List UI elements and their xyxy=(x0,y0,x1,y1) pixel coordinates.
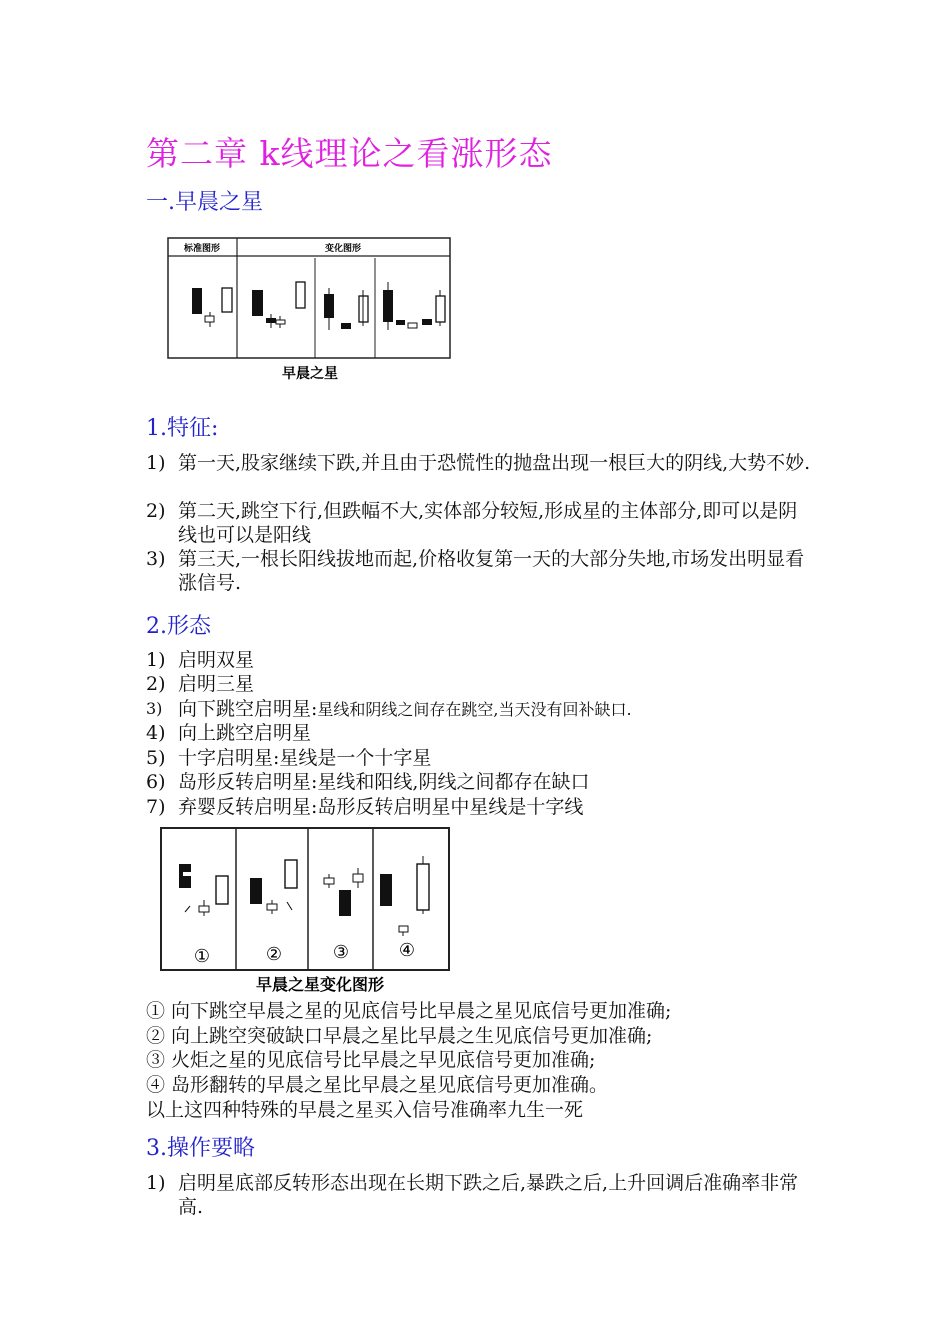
note-line: ① 向下跳空早晨之星的见底信号比早晨之星见底信号更加准确; xyxy=(146,1000,672,1022)
list-item xyxy=(146,721,816,745)
section-heading-morning-star: 一.早晨之星 xyxy=(146,190,263,215)
list-item-number: 1) xyxy=(146,452,166,474)
list-item-number: 3) xyxy=(146,548,166,570)
form-description: 岛形反转启明星中星线是十字线 xyxy=(317,796,584,818)
figure-caption-morning-star: 早晨之星 xyxy=(282,366,338,382)
list-item-text: 启明星底部反转形态出现在长期下跌之后,暴跌之后,上升回调后准确率非常高. xyxy=(178,1172,799,1218)
list-item-number: 3) xyxy=(146,699,163,718)
morning-star-figure xyxy=(160,232,460,384)
list-item-number: 2) xyxy=(146,500,166,522)
list-item-number: 6) xyxy=(146,771,166,793)
variant-label-4: ④ xyxy=(398,940,416,961)
list-item-text: 第三天,一根长阳线拔地而起,价格收复第一天的大部分失地,市场发出明显看涨信号. xyxy=(178,548,805,594)
list-item xyxy=(146,499,816,547)
figure-caption-variants: 早晨之星变化图形 xyxy=(255,975,385,994)
figure-header-variants: 变化图形 xyxy=(324,244,362,254)
list-item-number: 5) xyxy=(146,747,166,769)
list-item xyxy=(146,672,816,696)
list-item-number: 1) xyxy=(146,1172,166,1194)
features-heading: 1.特征: xyxy=(146,416,219,441)
note-line: ③ 火炬之星的见底信号比早晨之早见底信号更加准确; xyxy=(146,1049,596,1071)
list-item xyxy=(146,746,816,770)
note-line: ④ 岛形翻转的早晨之星比早晨之星见底信号更加准确。 xyxy=(146,1074,609,1096)
list-item xyxy=(146,1171,816,1219)
form-label: 向下跳空启明星: xyxy=(178,698,318,720)
form-label: 向上跳空启明星 xyxy=(178,722,312,744)
list-item xyxy=(146,795,816,819)
note-line: ② 向上跳空突破缺口早晨之星比早晨之生见底信号更加准确; xyxy=(146,1025,653,1047)
form-label: 启明双星 xyxy=(178,649,255,671)
list-item xyxy=(146,451,816,475)
morning-star-variants-figure xyxy=(158,824,456,996)
variant-label-2: ② xyxy=(265,944,283,965)
note-summary: 以上这四种特殊的早晨之星买入信号准确率九生一死 xyxy=(146,1099,584,1121)
list-item-number: 4) xyxy=(146,722,166,744)
form-label: 岛形反转启明星: xyxy=(178,771,318,793)
variant-label-3: ③ xyxy=(332,942,350,963)
list-item-text: 第二天,跳空下行,但跌幅不大,实体部分较短,形成星的主体部分,即可以是阴线也可以是阳线 xyxy=(178,500,798,546)
variant-label-1: ① xyxy=(193,946,211,967)
list-item-number: 7) xyxy=(146,796,166,818)
list-item-number: 1) xyxy=(146,649,166,671)
list-item xyxy=(146,547,816,595)
list-item-text: 第一天,股家继续下跌,并且由于恐慌性的抛盘出现一根巨大的阴线,大势不妙. xyxy=(178,452,811,474)
page-title: 第二章 k线理论之看涨形态 xyxy=(146,134,553,173)
list-item xyxy=(146,697,816,722)
forms-heading: 2.形态 xyxy=(146,614,211,639)
form-label: 十字启明星: xyxy=(178,747,280,769)
list-item xyxy=(146,770,816,794)
form-label: 启明三星 xyxy=(178,673,255,695)
strategy-heading: 3.操作要略 xyxy=(146,1136,255,1161)
figure-header-standard: 标准图形 xyxy=(183,244,221,254)
form-description: 星线和阳线,阴线之间都存在缺口 xyxy=(317,771,590,793)
form-description: 星线是一个十字星 xyxy=(279,747,432,769)
list-item-number: 2) xyxy=(146,673,166,695)
form-description: 星线和阴线之间存在跳空,当天没有回补缺口. xyxy=(317,700,632,719)
form-label: 弃婴反转启明星: xyxy=(178,796,318,818)
list-item xyxy=(146,648,816,672)
